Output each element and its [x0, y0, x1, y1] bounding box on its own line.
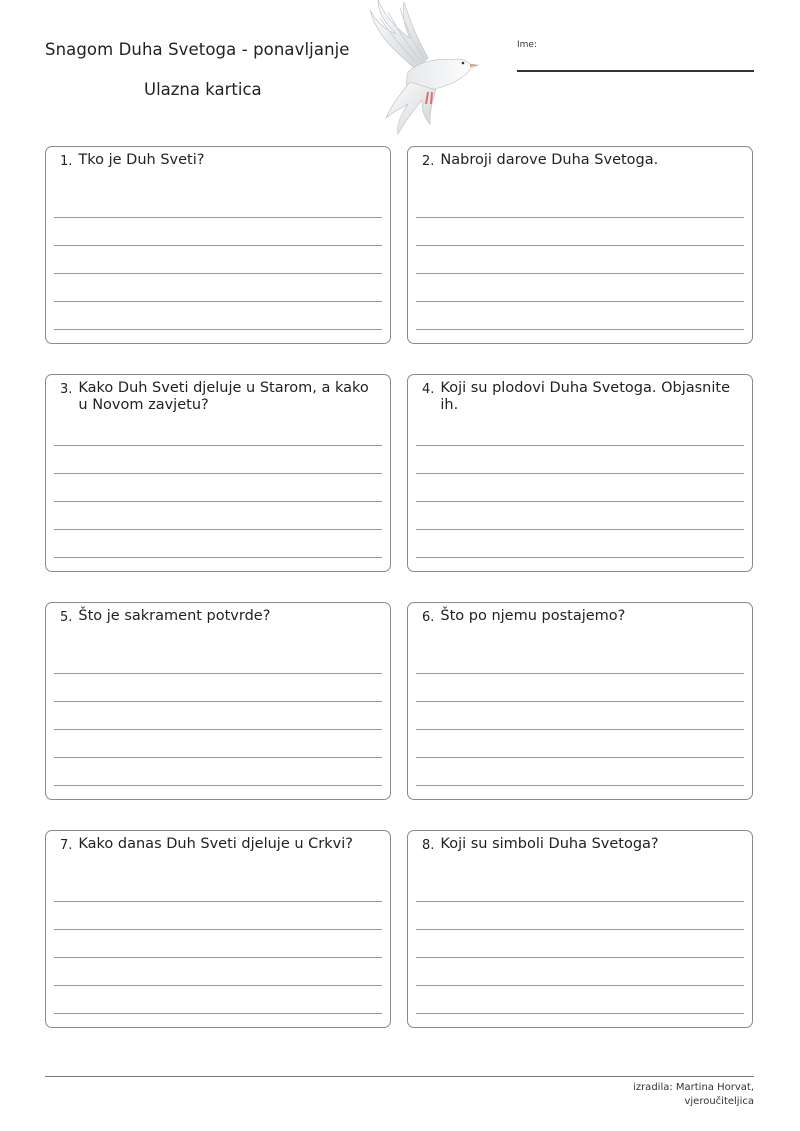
answer-line[interactable] — [54, 701, 382, 702]
answer-line[interactable] — [54, 217, 382, 218]
answer-line[interactable] — [54, 273, 382, 274]
answer-line[interactable] — [54, 473, 382, 474]
question-card-2 — [407, 146, 753, 344]
question-text: Kako Duh Sveti djeluje u Starom, a kako u Novom zavjetu? — [78, 380, 369, 413]
question-6 — [422, 608, 744, 626]
name-input-line[interactable] — [517, 70, 754, 72]
answer-line[interactable] — [416, 529, 744, 530]
question-number: 3. — [60, 382, 73, 397]
answer-line[interactable] — [54, 729, 382, 730]
answer-line[interactable] — [416, 729, 744, 730]
question-text: Koji su simboli Duha Svetoga? — [440, 836, 659, 852]
question-card-5 — [45, 602, 391, 800]
question-text: Što je sakrament potvrde? — [78, 608, 271, 624]
answer-line[interactable] — [54, 245, 382, 246]
author-credit-line2: vjeroučiteljica — [684, 1096, 754, 1107]
question-number: 8. — [422, 838, 435, 853]
answer-line[interactable] — [416, 501, 744, 502]
answer-line[interactable] — [54, 929, 382, 930]
question-card-4 — [407, 374, 753, 572]
footer-divider — [45, 1076, 754, 1077]
question-text: Koji su plodovi Duha Svetoga. Objasnite ih. — [440, 380, 731, 413]
question-number: 2. — [422, 154, 435, 169]
question-text: Nabroji darove Duha Svetoga. — [440, 152, 659, 168]
question-number: 5. — [60, 610, 73, 625]
question-5 — [60, 608, 382, 626]
answer-line[interactable] — [54, 445, 382, 446]
question-4 — [422, 380, 744, 414]
answer-line[interactable] — [416, 273, 744, 274]
answer-line[interactable] — [416, 957, 744, 958]
question-card-6 — [407, 602, 753, 800]
question-number: 4. — [422, 382, 435, 397]
question-card-1 — [45, 146, 391, 344]
question-card-7 — [45, 830, 391, 1028]
answer-line[interactable] — [416, 245, 744, 246]
answer-line[interactable] — [54, 985, 382, 986]
answer-line[interactable] — [54, 957, 382, 958]
answer-line[interactable] — [54, 901, 382, 902]
answer-line[interactable] — [416, 985, 744, 986]
answer-line[interactable] — [416, 329, 744, 330]
dove-icon — [356, 0, 486, 135]
worksheet-subtitle: Ulazna kartica — [144, 80, 262, 99]
question-card-3 — [45, 374, 391, 572]
author-credit — [633, 1081, 754, 1109]
answer-line[interactable] — [416, 673, 744, 674]
author-credit-line1: izradila: Martina Horvat, — [633, 1082, 754, 1093]
question-number: 6. — [422, 610, 435, 625]
answer-line[interactable] — [54, 301, 382, 302]
question-text: Tko je Duh Sveti? — [78, 152, 205, 168]
question-text: Što po njemu postajemo? — [440, 608, 626, 624]
question-text: Kako danas Duh Sveti djeluje u Crkvi? — [78, 836, 353, 852]
answer-line[interactable] — [416, 929, 744, 930]
answer-line[interactable] — [54, 329, 382, 330]
answer-line[interactable] — [54, 757, 382, 758]
answer-line[interactable] — [54, 557, 382, 558]
question-number: 7. — [60, 838, 73, 853]
question-number: 1. — [60, 154, 73, 169]
question-2 — [422, 152, 744, 170]
answer-line[interactable] — [416, 217, 744, 218]
answer-line[interactable] — [54, 1013, 382, 1014]
name-label: Ime: — [517, 40, 537, 50]
answer-line[interactable] — [54, 673, 382, 674]
answer-line[interactable] — [416, 473, 744, 474]
answer-line[interactable] — [416, 445, 744, 446]
question-1 — [60, 152, 382, 170]
answer-line[interactable] — [54, 785, 382, 786]
answer-line[interactable] — [416, 785, 744, 786]
answer-line[interactable] — [416, 701, 744, 702]
answer-line[interactable] — [54, 529, 382, 530]
answer-line[interactable] — [416, 757, 744, 758]
question-8 — [422, 836, 744, 854]
question-card-8 — [407, 830, 753, 1028]
answer-line[interactable] — [54, 501, 382, 502]
question-7 — [60, 836, 382, 854]
answer-line[interactable] — [416, 1013, 744, 1014]
answer-line[interactable] — [416, 901, 744, 902]
answer-line[interactable] — [416, 301, 744, 302]
answer-line[interactable] — [416, 557, 744, 558]
question-3 — [60, 380, 382, 414]
worksheet-title: Snagom Duha Svetoga - ponavljanje — [45, 40, 350, 59]
